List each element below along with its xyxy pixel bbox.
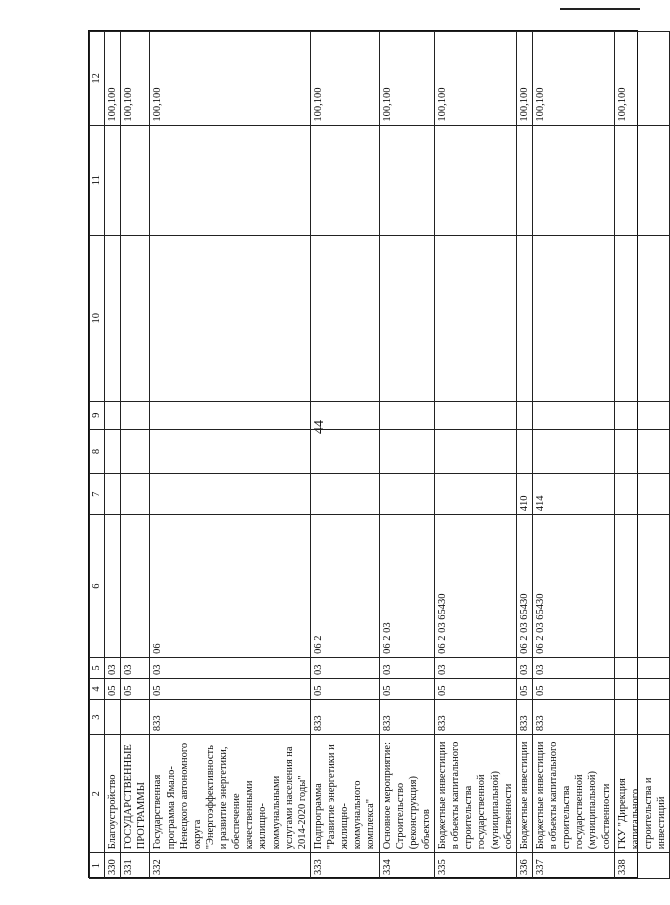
col-9-cell [379, 401, 435, 429]
col-8-cell [516, 429, 532, 473]
header-cell: 7 [90, 474, 105, 515]
col-11-cell [105, 125, 121, 235]
col-11-cell [310, 125, 379, 235]
col-10-cell [532, 235, 614, 401]
expense-type-cell [150, 474, 311, 515]
admin-code-cell: 833 [532, 700, 614, 735]
header-cell: 2 [90, 735, 105, 853]
subsection-code-cell: 03 [105, 657, 121, 678]
subsection-code-cell: 03 [516, 657, 532, 678]
col-11-cell [121, 125, 150, 235]
col-11-cell [516, 125, 532, 235]
expense-type-cell [105, 474, 121, 515]
amount-cell: 100,100 [435, 32, 517, 126]
expense-type-cell [121, 474, 150, 515]
subsection-code-cell: 03 [121, 657, 150, 678]
table-row [532, 32, 614, 879]
admin-code-cell [614, 700, 670, 735]
table-row [105, 32, 121, 879]
admin-code-cell: 833 [150, 700, 311, 735]
section-code-cell: 05 [310, 678, 379, 699]
section-code-cell: 05 [105, 678, 121, 699]
row-number-cell: 338 [614, 853, 670, 879]
row-number-cell: 333 [310, 853, 379, 879]
col-8-cell [532, 429, 614, 473]
subsection-code-cell: 03 [435, 657, 517, 678]
row-name-cell: ГКУ "Дирекция капитального строительства и инвестиций [614, 735, 670, 853]
col-8-cell [105, 429, 121, 473]
col-9-cell [121, 401, 150, 429]
section-code-cell: 05 [516, 678, 532, 699]
rotated-table-container [89, 31, 667, 879]
table-row [516, 32, 532, 879]
budget-table [89, 31, 670, 879]
target-code-cell: 06 2 03 [379, 515, 435, 658]
col-9-cell [105, 401, 121, 429]
expense-type-cell [379, 474, 435, 515]
target-code-cell [614, 515, 670, 658]
table-row [310, 32, 379, 879]
row-name-cell: Государственная программа Ямало-Ненецкого автономного округа "Энергоэффективность и развитие энергетики, обеспечение качественными жилищно-коммунальными услугами населения на 2014-2020 годы" [150, 735, 311, 853]
row-name-cell: ГОСУДАРСТВЕННЫЕ ПРОГРАММЫ [121, 735, 150, 853]
section-code-cell: 05 [532, 678, 614, 699]
col-10-cell [614, 235, 670, 401]
col-8-cell [150, 429, 311, 473]
col-11-cell [435, 125, 517, 235]
section-code-cell: 05 [121, 678, 150, 699]
col-10-cell [150, 235, 311, 401]
header-cell: 6 [90, 515, 105, 658]
row-name-cell: Бюджетные инвестиции [516, 735, 532, 853]
expense-type-cell [614, 474, 670, 515]
col-8-cell [310, 429, 379, 473]
expense-type-cell [435, 474, 517, 515]
row-number-cell: 330 [105, 853, 121, 879]
header-cell: 8 [90, 429, 105, 473]
section-code-cell: 05 [435, 678, 517, 699]
amount-cell: 100,100 [150, 32, 311, 126]
table-body [90, 32, 670, 879]
subsection-code-cell: 03 [379, 657, 435, 678]
target-code-cell: 06 2 03 65430 [532, 515, 614, 658]
row-name-cell: Бюджетные инвестиции в объекты капитального строительства государственной (муниципальной) собственности [435, 735, 517, 853]
col-11-cell [532, 125, 614, 235]
header-cell: 11 [90, 125, 105, 235]
amount-cell: 100,100 [614, 32, 670, 126]
table-row [150, 32, 311, 879]
row-number-cell: 337 [532, 853, 614, 879]
table-row [379, 32, 435, 879]
header-cell: 9 [90, 401, 105, 429]
expense-type-cell [310, 474, 379, 515]
row-number-cell: 334 [379, 853, 435, 879]
table-row [121, 32, 150, 879]
target-code-cell: 06 2 03 65430 [435, 515, 517, 658]
page-number: 44 [312, 420, 327, 434]
header-row [90, 32, 105, 879]
target-code-cell: 06 [150, 515, 311, 658]
col-11-cell [379, 125, 435, 235]
top-right-rule [560, 8, 640, 10]
col-10-cell [379, 235, 435, 401]
header-cell: 4 [90, 678, 105, 699]
subsection-code-cell: 03 [532, 657, 614, 678]
admin-code-cell: 833 [379, 700, 435, 735]
row-name-cell: Бюджетные инвестиции в объекты капитального строительства государственной (муниципальной) собственности [532, 735, 614, 853]
col-11-cell [150, 125, 311, 235]
amount-cell: 100,100 [310, 32, 379, 126]
target-code-cell [105, 515, 121, 658]
header-cell: 12 [90, 32, 105, 126]
col-9-cell [614, 401, 670, 429]
header-cell: 5 [90, 657, 105, 678]
col-8-cell [121, 429, 150, 473]
amount-cell: 100,100 [379, 32, 435, 126]
admin-code-cell [105, 700, 121, 735]
section-code-cell: 05 [150, 678, 311, 699]
section-code-cell: 05 [379, 678, 435, 699]
table-row [435, 32, 517, 879]
subsection-code-cell [614, 657, 670, 678]
amount-cell: 100,100 [532, 32, 614, 126]
target-code-cell: 06 2 [310, 515, 379, 658]
col-10-cell [310, 235, 379, 401]
target-code-cell: 06 2 03 65430 [516, 515, 532, 658]
row-number-cell: 335 [435, 853, 517, 879]
admin-code-cell [121, 700, 150, 735]
col-10-cell [435, 235, 517, 401]
subsection-code-cell: 03 [150, 657, 311, 678]
admin-code-cell: 833 [435, 700, 517, 735]
amount-cell: 100,100 [516, 32, 532, 126]
col-8-cell [614, 429, 670, 473]
header-cell: 3 [90, 700, 105, 735]
budget-table-frame [88, 30, 667, 878]
expense-type-cell: 414 [532, 474, 614, 515]
col-9-cell [150, 401, 311, 429]
admin-code-cell: 833 [516, 700, 532, 735]
col-10-cell [516, 235, 532, 401]
header-cell: 1 [90, 853, 105, 879]
amount-cell: 100,100 [105, 32, 121, 126]
row-number-cell: 332 [150, 853, 311, 879]
row-name-cell: Основное мероприятие: Строительство (реконструкция) объектов [379, 735, 435, 853]
col-9-cell [435, 401, 517, 429]
row-number-cell: 331 [121, 853, 150, 879]
section-code-cell [614, 678, 670, 699]
col-10-cell [121, 235, 150, 401]
row-number-cell: 336 [516, 853, 532, 879]
row-name-cell: Подпрограмма "Развитие энергетики и жилищно-коммунального комплекса" [310, 735, 379, 853]
amount-cell: 100,100 [121, 32, 150, 126]
expense-type-cell: 410 [516, 474, 532, 515]
col-9-cell [532, 401, 614, 429]
col-10-cell [105, 235, 121, 401]
col-9-cell [516, 401, 532, 429]
col-8-cell [379, 429, 435, 473]
col-8-cell [435, 429, 517, 473]
subsection-code-cell: 03 [310, 657, 379, 678]
col-9-cell [310, 401, 379, 429]
target-code-cell [121, 515, 150, 658]
table-row [614, 32, 670, 879]
header-cell: 10 [90, 235, 105, 401]
admin-code-cell: 833 [310, 700, 379, 735]
col-11-cell [614, 125, 670, 235]
row-name-cell: Благоустройство [105, 735, 121, 853]
